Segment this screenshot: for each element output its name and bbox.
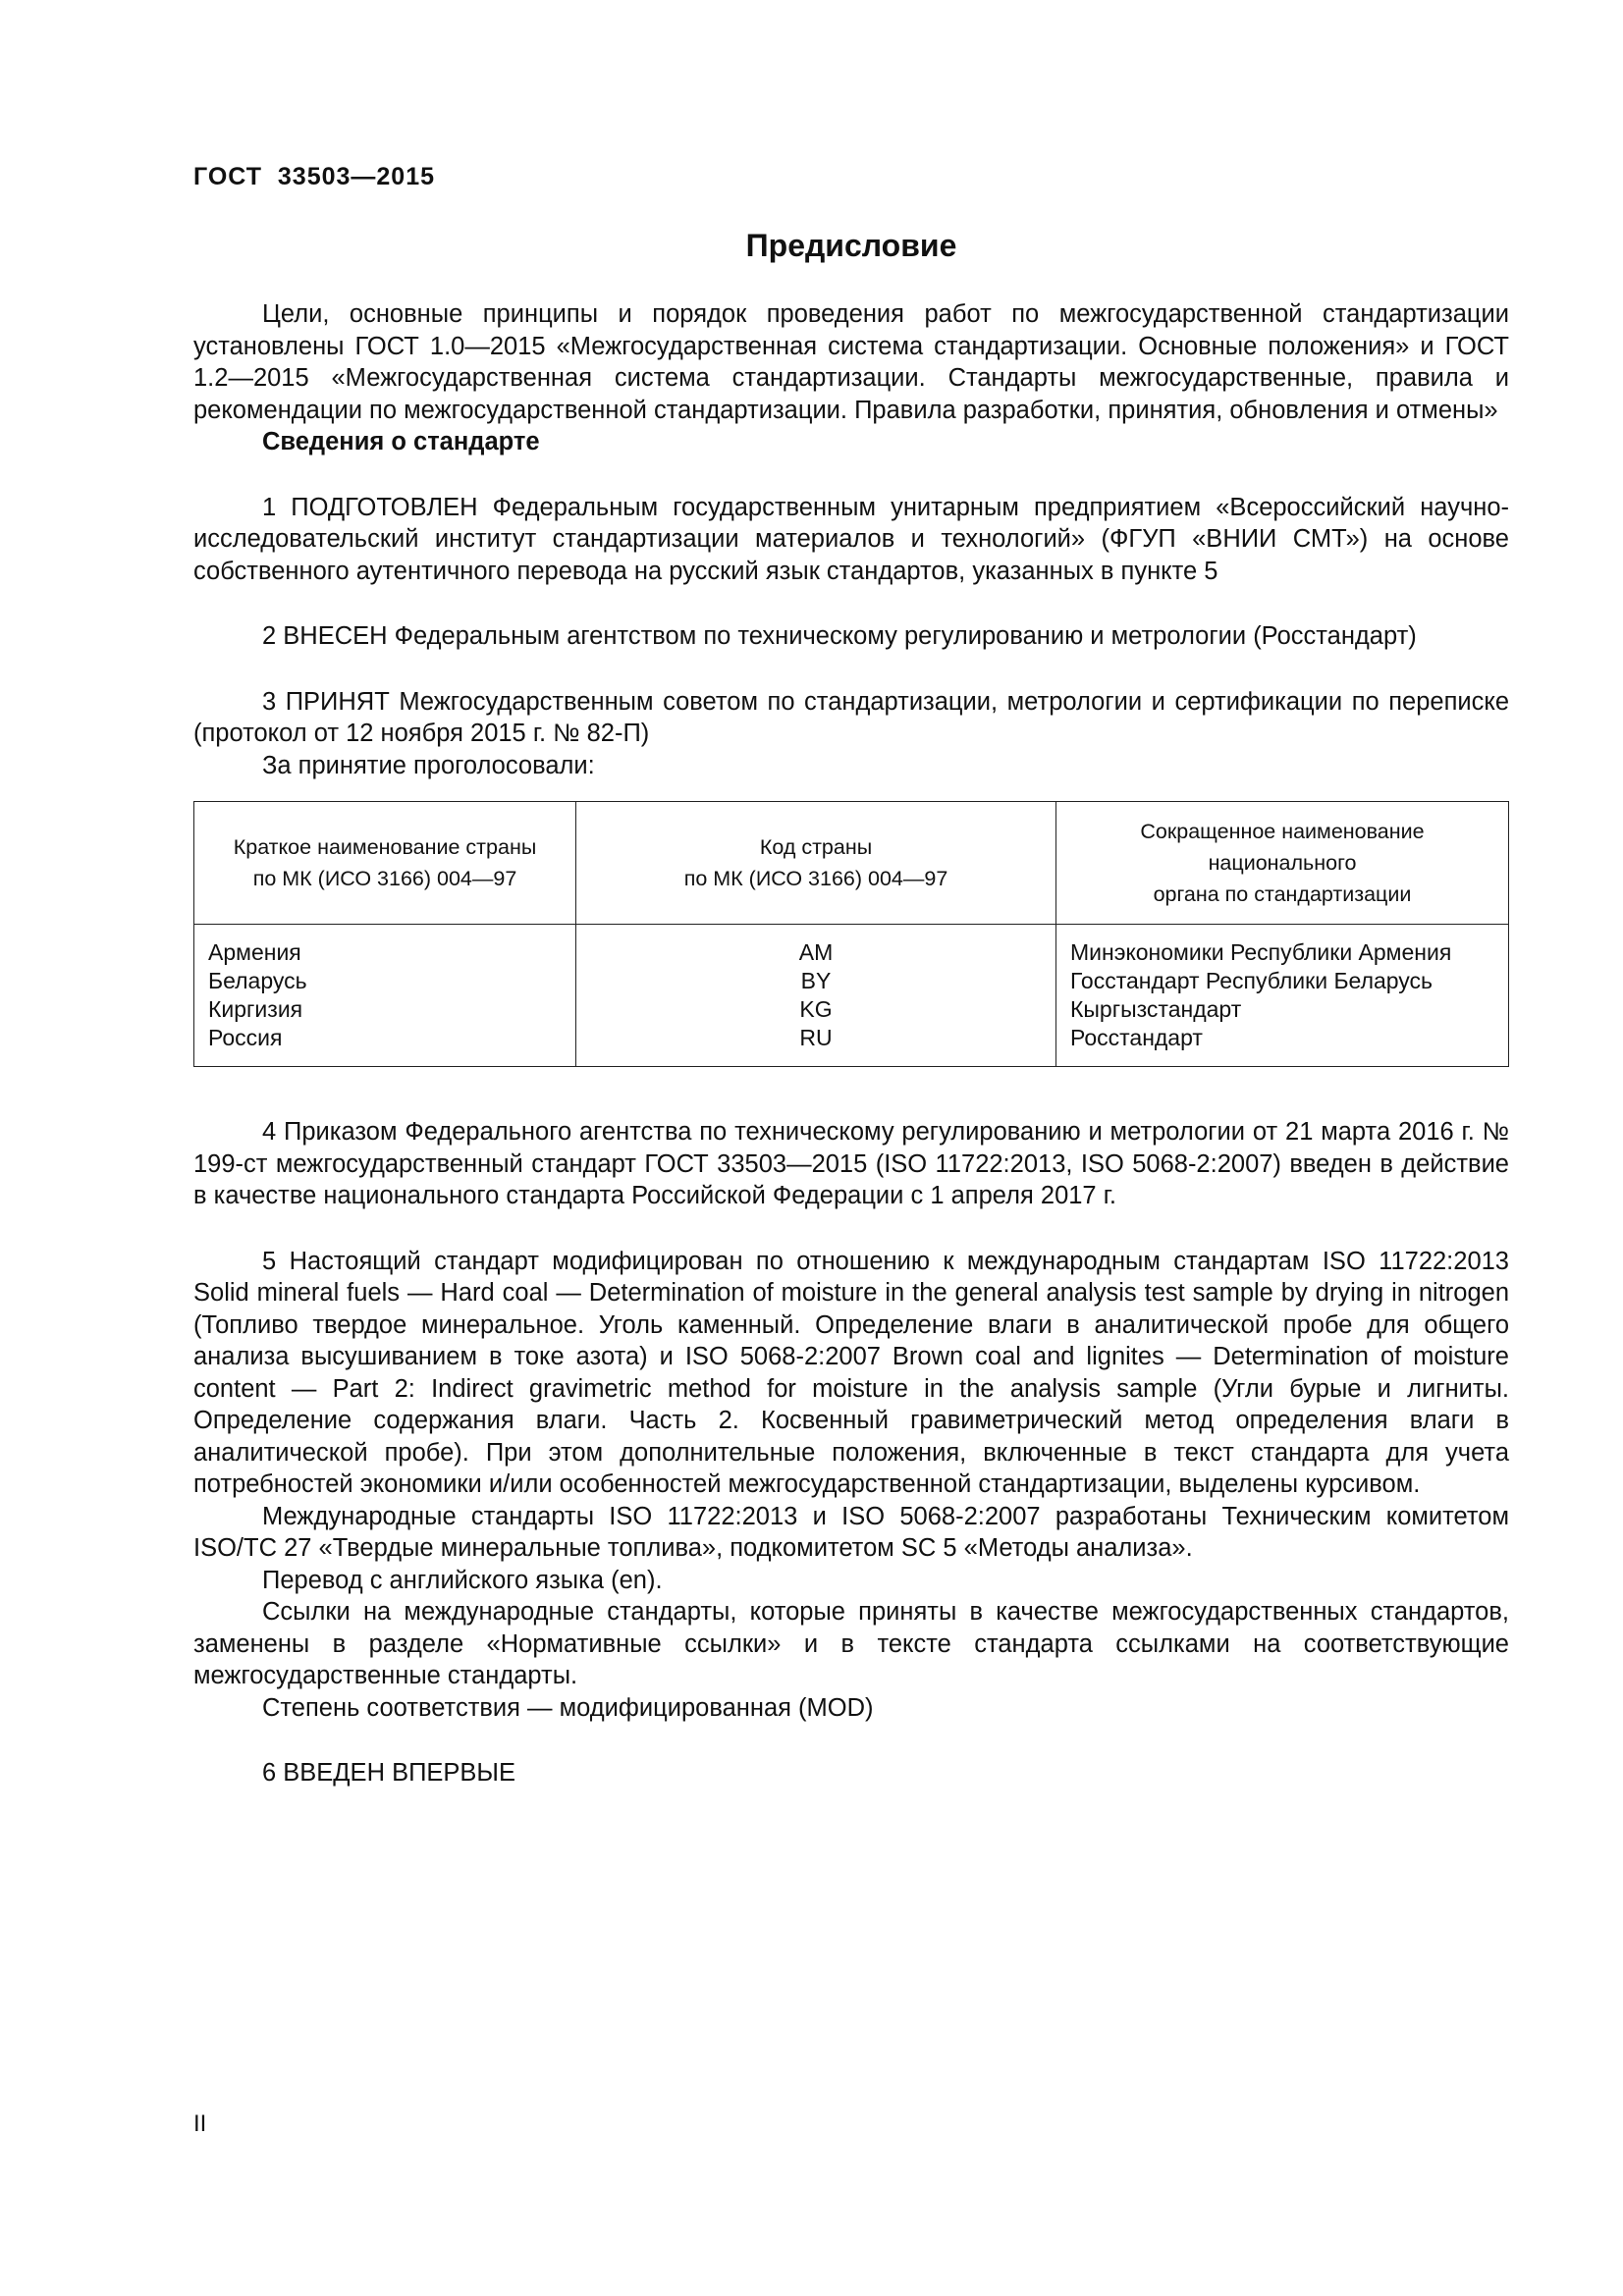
standards-body: Госстандарт Республики Беларусь bbox=[1070, 968, 1434, 993]
item-5-translation-paragraph: Перевод с английского языка (en). bbox=[262, 1566, 663, 1594]
header-code-line1: Код страны bbox=[759, 835, 873, 859]
standard-code-header: ГОСТ 33503—2015 bbox=[193, 163, 436, 190]
table-header-row bbox=[194, 802, 1509, 925]
country-name: Беларусь bbox=[208, 968, 307, 993]
item-5-refs-paragraph: Ссылки на международные стандарты, которые приняты в качестве межгосударственных стандартов, заменены в разделе «Нормативные ссылки» и в тексте стандарта ссылками на соответствующие межгосударственные стандарты. bbox=[193, 1598, 1509, 1689]
item-1-paragraph: 1 ПОДГОТОВЛЕН Федеральным государственным унитарным предприятием «Всероссийский научно-исследовательский институт стандартизации материалов и технологий» (ФГУП «ВНИИ СМТ») на основе собственного аутентичного перевода на русский язык стандартов, указанных в пункте 5 bbox=[193, 493, 1509, 585]
standards-body: Кыргызстандарт bbox=[1070, 996, 1242, 1022]
standards-body: Росстандарт bbox=[1070, 1025, 1203, 1050]
header-code-line2: по МК (ИСО 3166) 004—97 bbox=[683, 867, 948, 890]
item-5-paragraph: 5 Настоящий стандарт модифицирован по отношению к международным стандартам ISO 11722:2013 Solid mineral fuels — Hard coal — Determination of moisture in the general analysis test sample by drying in nitrogen (Топливо твердое минеральное. Уголь каменный. Определение влаги в аналитической пробе для общего анализа высушиванием в токе азота) и ISO 5068-2:2007 Brown coal and lignites — Determination of moisture content — Part 2: Indirect gravimetric method for moisture in the analysis sample (Угли бурые и лигниты. Определение содержания влаги. Часть 2. Косвенный гравиметрический метод определения влаги в аналитической пробе). При этом дополнительные положения, включенные в текст стандарта для учета потребностей экономики и/или особенностей межгосударственной стандартизации, выделены курсивом. bbox=[193, 1247, 1509, 1498]
header-body bbox=[1056, 802, 1509, 925]
header-body-line1: Сокращенное наименование национального bbox=[1140, 820, 1425, 875]
votes-label: За принятие проголосовали: bbox=[262, 751, 595, 779]
header-code bbox=[576, 802, 1056, 925]
item-3-paragraph: 3 ПРИНЯТ Межгосударственным советом по стандартизации, метрологии и сертификации по переписке (протокол от 12 ноября 2015 г. № 82-П) bbox=[193, 687, 1509, 747]
country-code: KG bbox=[799, 996, 833, 1022]
header-country-line2: по МК (ИСО 3166) 004—97 bbox=[252, 867, 517, 890]
header-country bbox=[194, 802, 576, 925]
country-name: Россия bbox=[208, 1025, 283, 1050]
item-2-paragraph: 2 ВНЕСЕН Федеральным агентством по техническому регулированию и метрологии (Росстандарт) bbox=[262, 622, 1417, 650]
header-body-line2: органа по стандартизации bbox=[1153, 882, 1412, 906]
code-cell bbox=[576, 925, 1056, 1067]
country-code: RU bbox=[799, 1025, 833, 1050]
country-code: AM bbox=[798, 939, 834, 965]
body-cell bbox=[1056, 925, 1509, 1067]
country-name: Киргизия bbox=[208, 996, 303, 1022]
item-5-intl-paragraph: Международные стандарты ISO 11722:2013 и ISO 5068-2:2007 разработаны Техническим комитетом ISO/TC 27 «Твердые минеральные топлива», подкомитетом SC 5 «Методы анализа». bbox=[193, 1502, 1509, 1562]
table-row bbox=[194, 925, 1509, 1067]
header-country-line1: Краткое наименование страны bbox=[233, 835, 537, 859]
item-5-degree-paragraph: Степень соответствия — модифицированная (MOD) bbox=[262, 1693, 874, 1722]
section-heading: Сведения о стандарте bbox=[262, 428, 540, 455]
country-name: Армения bbox=[208, 939, 301, 965]
item-6-paragraph: 6 ВВЕДЕН ВПЕРВЫЕ bbox=[262, 1759, 516, 1787]
intro-paragraph: Цели, основные принципы и порядок проведения работ по межгосударственной стандартизации установлены ГОСТ 1.0—2015 «Межгосударственная система стандартизации. Основные положения» и ГОСТ 1.2—2015 «Межгосударственная система стандартизации. Стандарты межгосударственные, правила и рекомендации по межгосударственной стандартизации. Правила разработки, принятия, обновления и отмены» bbox=[193, 300, 1509, 424]
page-title: Предисловие bbox=[745, 228, 957, 263]
country-cell bbox=[194, 925, 576, 1067]
document-body bbox=[193, 226, 1509, 1789]
votes-table bbox=[193, 801, 1509, 1067]
page-number: II bbox=[193, 2110, 207, 2137]
country-code: BY bbox=[800, 968, 832, 993]
item-4-paragraph: 4 Приказом Федерального агентства по техническому регулированию и метрологии от 21 марта 2016 г. № 199-ст межгосударственный стандарт ГОСТ 33503—2015 (ISO 11722:2013, ISO 5068-2:2007) введен в действие в качестве национального стандарта Российской Федерации с 1 апреля 2017 г. bbox=[193, 1118, 1509, 1209]
standards-body: Минэкономики Республики Армения bbox=[1070, 939, 1452, 965]
